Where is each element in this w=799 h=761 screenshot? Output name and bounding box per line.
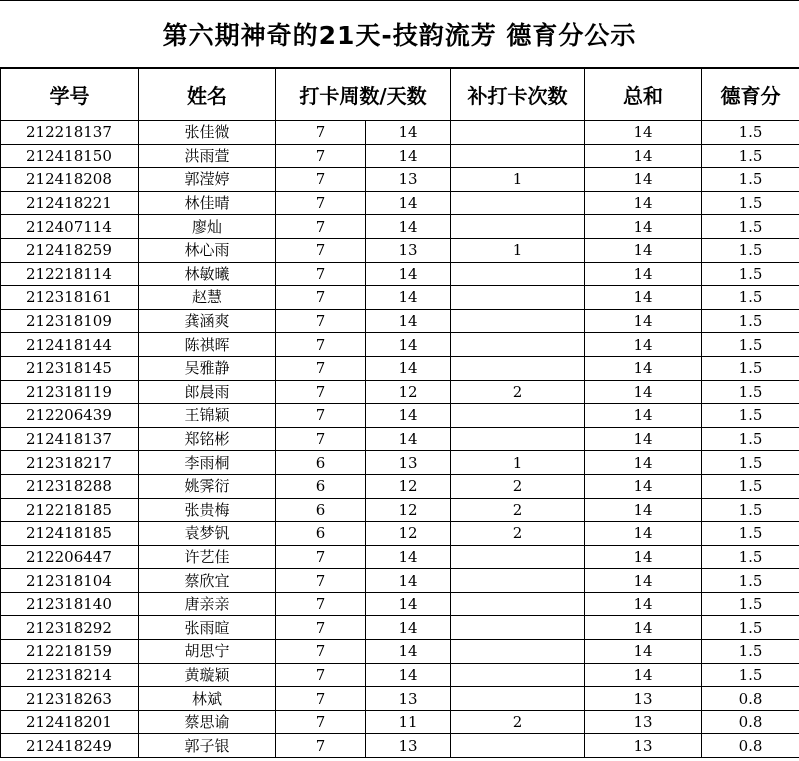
- cell-weeks[interactable]: 7: [276, 545, 366, 569]
- cell-name[interactable]: 张雨暄: [139, 616, 276, 640]
- cell-score[interactable]: 1.5: [702, 356, 799, 380]
- cell-score[interactable]: 1.5: [702, 427, 799, 451]
- cell-name[interactable]: 吴雅静: [139, 356, 276, 380]
- cell-makeup[interactable]: 1: [451, 238, 585, 262]
- cell-weeks[interactable]: 7: [276, 356, 366, 380]
- cell-makeup[interactable]: 2: [451, 710, 585, 734]
- cell-total[interactable]: 14: [585, 215, 702, 239]
- cell-score[interactable]: 1.5: [702, 640, 799, 664]
- cell-days[interactable]: 13: [366, 168, 451, 192]
- cell-days[interactable]: 12: [366, 474, 451, 498]
- cell-days[interactable]: 14: [366, 333, 451, 357]
- table-row: [1, 215, 799, 239]
- table-row: [1, 663, 799, 687]
- cell-student-id[interactable]: 212218137: [1, 121, 139, 145]
- cell-student-id[interactable]: 212318161: [1, 286, 139, 310]
- cell-weeks[interactable]: 7: [276, 309, 366, 333]
- cell-makeup[interactable]: [451, 663, 585, 687]
- cell-score[interactable]: 1.5: [702, 144, 799, 168]
- cell-student-id[interactable]: 212318119: [1, 380, 139, 404]
- header-score[interactable]: 德育分: [702, 69, 799, 121]
- cell-total[interactable]: 14: [585, 238, 702, 262]
- cell-score[interactable]: 0.8: [702, 710, 799, 734]
- cell-makeup[interactable]: [451, 356, 585, 380]
- cell-days[interactable]: 14: [366, 616, 451, 640]
- cell-days[interactable]: 14: [366, 309, 451, 333]
- cell-student-id[interactable]: 212418150: [1, 144, 139, 168]
- cell-makeup[interactable]: [451, 569, 585, 593]
- cell-total[interactable]: 13: [585, 710, 702, 734]
- cell-total[interactable]: 14: [585, 474, 702, 498]
- cell-student-id[interactable]: 212218185: [1, 498, 139, 522]
- header-row: [1, 69, 799, 121]
- header-total[interactable]: 总和: [585, 69, 702, 121]
- cell-days[interactable]: 14: [366, 569, 451, 593]
- cell-student-id[interactable]: 212418137: [1, 427, 139, 451]
- cell-days[interactable]: 14: [366, 215, 451, 239]
- cell-total[interactable]: 13: [585, 734, 702, 758]
- cell-student-id[interactable]: 212418185: [1, 522, 139, 546]
- cell-name[interactable]: 郑铭彬: [139, 427, 276, 451]
- cell-weeks[interactable]: 7: [276, 168, 366, 192]
- cell-name[interactable]: 龚涵爽: [139, 309, 276, 333]
- table-row: [1, 569, 799, 593]
- cell-student-id[interactable]: 212318288: [1, 474, 139, 498]
- cell-days[interactable]: 14: [366, 191, 451, 215]
- cell-name[interactable]: 林斌: [139, 687, 276, 711]
- cell-makeup[interactable]: [451, 262, 585, 286]
- cell-total[interactable]: 14: [585, 333, 702, 357]
- cell-weeks[interactable]: 7: [276, 592, 366, 616]
- cell-total[interactable]: 14: [585, 121, 702, 145]
- cell-total[interactable]: 14: [585, 168, 702, 192]
- cell-makeup[interactable]: [451, 427, 585, 451]
- cell-days[interactable]: 12: [366, 498, 451, 522]
- cell-days[interactable]: 14: [366, 262, 451, 286]
- cell-score[interactable]: 1.5: [702, 663, 799, 687]
- cell-days[interactable]: 13: [366, 687, 451, 711]
- cell-name[interactable]: 郎晨雨: [139, 380, 276, 404]
- cell-makeup[interactable]: 1: [451, 451, 585, 475]
- cell-weeks[interactable]: 7: [276, 380, 366, 404]
- cell-student-id[interactable]: 212318217: [1, 451, 139, 475]
- cell-makeup[interactable]: [451, 640, 585, 664]
- cell-makeup[interactable]: 2: [451, 522, 585, 546]
- cell-days[interactable]: 14: [366, 640, 451, 664]
- cell-total[interactable]: 14: [585, 545, 702, 569]
- cell-makeup[interactable]: [451, 333, 585, 357]
- cell-weeks[interactable]: 7: [276, 616, 366, 640]
- cell-makeup[interactable]: [451, 734, 585, 758]
- cell-student-id[interactable]: 212318263: [1, 687, 139, 711]
- cell-total[interactable]: 14: [585, 569, 702, 593]
- cell-student-id[interactable]: 212418221: [1, 191, 139, 215]
- cell-total[interactable]: 14: [585, 451, 702, 475]
- cell-total[interactable]: 14: [585, 522, 702, 546]
- cell-student-id[interactable]: 212206447: [1, 545, 139, 569]
- cell-total[interactable]: 14: [585, 144, 702, 168]
- table-row: [1, 474, 799, 498]
- cell-weeks[interactable]: 7: [276, 262, 366, 286]
- cell-weeks[interactable]: 7: [276, 238, 366, 262]
- cell-student-id[interactable]: 212218114: [1, 262, 139, 286]
- table-row: [1, 144, 799, 168]
- cell-makeup[interactable]: [451, 545, 585, 569]
- cell-score[interactable]: 1.5: [702, 191, 799, 215]
- table-row: [1, 734, 799, 758]
- table-row: [1, 309, 799, 333]
- cell-name[interactable]: 王锦颖: [139, 404, 276, 428]
- cell-makeup[interactable]: [451, 404, 585, 428]
- cell-score[interactable]: 1.5: [702, 286, 799, 310]
- header-student-id[interactable]: 学号: [1, 69, 139, 121]
- cell-total[interactable]: 14: [585, 191, 702, 215]
- cell-name[interactable]: 姚霁衍: [139, 474, 276, 498]
- table-row: [1, 356, 799, 380]
- header-name[interactable]: 姓名: [139, 69, 276, 121]
- cell-name[interactable]: 张贵梅: [139, 498, 276, 522]
- cell-score[interactable]: 1.5: [702, 333, 799, 357]
- cell-weeks[interactable]: 6: [276, 451, 366, 475]
- cell-makeup[interactable]: [451, 144, 585, 168]
- table-row: [1, 640, 799, 664]
- score-table: [0, 68, 799, 758]
- cell-name[interactable]: 林心雨: [139, 238, 276, 262]
- cell-makeup[interactable]: [451, 215, 585, 239]
- cell-makeup[interactable]: 2: [451, 380, 585, 404]
- cell-score[interactable]: 1.5: [702, 380, 799, 404]
- cell-score[interactable]: 1.5: [702, 522, 799, 546]
- cell-days[interactable]: 13: [366, 238, 451, 262]
- cell-weeks[interactable]: 7: [276, 687, 366, 711]
- cell-score[interactable]: 1.5: [702, 238, 799, 262]
- cell-days[interactable]: 12: [366, 380, 451, 404]
- cell-days[interactable]: 14: [366, 286, 451, 310]
- cell-makeup[interactable]: [451, 687, 585, 711]
- cell-total[interactable]: 14: [585, 286, 702, 310]
- cell-total[interactable]: 13: [585, 687, 702, 711]
- table-row: [1, 710, 799, 734]
- table-row: [1, 333, 799, 357]
- cell-weeks[interactable]: 7: [276, 663, 366, 687]
- cell-name[interactable]: 张佳微: [139, 121, 276, 145]
- cell-weeks[interactable]: 7: [276, 404, 366, 428]
- cell-makeup[interactable]: 2: [451, 498, 585, 522]
- cell-weeks[interactable]: 7: [276, 710, 366, 734]
- cell-student-id[interactable]: 212206439: [1, 404, 139, 428]
- cell-total[interactable]: 14: [585, 640, 702, 664]
- cell-days[interactable]: 13: [366, 451, 451, 475]
- cell-student-id[interactable]: 212218159: [1, 640, 139, 664]
- table-row: [1, 168, 799, 192]
- cell-score[interactable]: 1.5: [702, 168, 799, 192]
- cell-score[interactable]: 1.5: [702, 569, 799, 593]
- cell-student-id[interactable]: 212318109: [1, 309, 139, 333]
- cell-days[interactable]: 14: [366, 545, 451, 569]
- cell-name[interactable]: 赵慧: [139, 286, 276, 310]
- table-row: [1, 498, 799, 522]
- table-row: [1, 262, 799, 286]
- cell-days[interactable]: 14: [366, 663, 451, 687]
- table-row: [1, 545, 799, 569]
- table-row: [1, 687, 799, 711]
- cell-student-id[interactable]: 212418208: [1, 168, 139, 192]
- cell-weeks[interactable]: 7: [276, 427, 366, 451]
- cell-name[interactable]: 郭子银: [139, 734, 276, 758]
- table-row: [1, 522, 799, 546]
- cell-name[interactable]: 林佳晴: [139, 191, 276, 215]
- header-weeks-days[interactable]: 打卡周数/天数: [276, 69, 451, 121]
- cell-score[interactable]: 1.5: [702, 262, 799, 286]
- cell-total[interactable]: 14: [585, 309, 702, 333]
- cell-student-id[interactable]: 212318140: [1, 592, 139, 616]
- table-row: [1, 238, 799, 262]
- cell-total[interactable]: 14: [585, 498, 702, 522]
- cell-score[interactable]: 1.5: [702, 309, 799, 333]
- cell-weeks[interactable]: 7: [276, 191, 366, 215]
- cell-total[interactable]: 14: [585, 427, 702, 451]
- table-row: [1, 592, 799, 616]
- cell-weeks[interactable]: 7: [276, 569, 366, 593]
- cell-total[interactable]: 14: [585, 404, 702, 428]
- cell-weeks[interactable]: 7: [276, 640, 366, 664]
- cell-student-id[interactable]: 212318214: [1, 663, 139, 687]
- cell-student-id[interactable]: 212418144: [1, 333, 139, 357]
- cell-weeks[interactable]: 7: [276, 734, 366, 758]
- cell-score[interactable]: 1.5: [702, 616, 799, 640]
- cell-days[interactable]: 13: [366, 734, 451, 758]
- table-row: [1, 191, 799, 215]
- table-row: [1, 121, 799, 145]
- cell-days[interactable]: 14: [366, 356, 451, 380]
- cell-days[interactable]: 14: [366, 121, 451, 145]
- cell-score[interactable]: 1.5: [702, 474, 799, 498]
- cell-total[interactable]: 14: [585, 663, 702, 687]
- cell-student-id[interactable]: 212418259: [1, 238, 139, 262]
- cell-student-id[interactable]: 212418201: [1, 710, 139, 734]
- cell-weeks[interactable]: 6: [276, 474, 366, 498]
- cell-name[interactable]: 许艺佳: [139, 545, 276, 569]
- cell-total[interactable]: 14: [585, 616, 702, 640]
- cell-makeup[interactable]: [451, 309, 585, 333]
- cell-days[interactable]: 11: [366, 710, 451, 734]
- cell-student-id[interactable]: 212318145: [1, 356, 139, 380]
- cell-score[interactable]: 1.5: [702, 404, 799, 428]
- cell-total[interactable]: 14: [585, 592, 702, 616]
- cell-name[interactable]: 唐亲亲: [139, 592, 276, 616]
- cell-weeks[interactable]: 7: [276, 215, 366, 239]
- cell-weeks[interactable]: 7: [276, 121, 366, 145]
- cell-days[interactable]: 14: [366, 404, 451, 428]
- cell-score[interactable]: 1.5: [702, 592, 799, 616]
- cell-student-id[interactable]: 212318104: [1, 569, 139, 593]
- table-row: [1, 427, 799, 451]
- cell-makeup[interactable]: [451, 592, 585, 616]
- cell-score[interactable]: 1.5: [702, 498, 799, 522]
- cell-name[interactable]: 袁梦钒: [139, 522, 276, 546]
- cell-weeks[interactable]: 7: [276, 333, 366, 357]
- cell-student-id[interactable]: 212407114: [1, 215, 139, 239]
- table-row: [1, 404, 799, 428]
- cell-name[interactable]: 林敏曦: [139, 262, 276, 286]
- cell-score[interactable]: 1.5: [702, 121, 799, 145]
- cell-makeup[interactable]: [451, 191, 585, 215]
- cell-makeup[interactable]: 1: [451, 168, 585, 192]
- cell-student-id[interactable]: 212418249: [1, 734, 139, 758]
- cell-total[interactable]: 14: [585, 262, 702, 286]
- cell-weeks[interactable]: 7: [276, 286, 366, 310]
- cell-name[interactable]: 胡思宁: [139, 640, 276, 664]
- cell-days[interactable]: 14: [366, 144, 451, 168]
- cell-makeup[interactable]: 2: [451, 474, 585, 498]
- cell-weeks[interactable]: 7: [276, 144, 366, 168]
- cell-total[interactable]: 14: [585, 380, 702, 404]
- cell-name[interactable]: 郭滢婷: [139, 168, 276, 192]
- cell-name[interactable]: 洪雨萱: [139, 144, 276, 168]
- cell-days[interactable]: 14: [366, 592, 451, 616]
- header-makeup[interactable]: 补打卡次数: [451, 69, 585, 121]
- cell-name[interactable]: 陈祺晖: [139, 333, 276, 357]
- cell-total[interactable]: 14: [585, 356, 702, 380]
- cell-score[interactable]: 1.5: [702, 545, 799, 569]
- cell-weeks[interactable]: 6: [276, 498, 366, 522]
- table-row: [1, 380, 799, 404]
- cell-score[interactable]: 0.8: [702, 734, 799, 758]
- cell-makeup[interactable]: [451, 616, 585, 640]
- cell-name[interactable]: 黄璇颖: [139, 663, 276, 687]
- table-row: [1, 286, 799, 310]
- cell-makeup[interactable]: [451, 121, 585, 145]
- cell-score[interactable]: 1.5: [702, 215, 799, 239]
- cell-name[interactable]: 蔡欣宜: [139, 569, 276, 593]
- cell-days[interactable]: 12: [366, 522, 451, 546]
- cell-days[interactable]: 14: [366, 427, 451, 451]
- cell-score[interactable]: 1.5: [702, 451, 799, 475]
- cell-weeks[interactable]: 6: [276, 522, 366, 546]
- cell-name[interactable]: 蔡思谕: [139, 710, 276, 734]
- cell-name[interactable]: 廖灿: [139, 215, 276, 239]
- cell-name[interactable]: 李雨桐: [139, 451, 276, 475]
- cell-student-id[interactable]: 212318292: [1, 616, 139, 640]
- cell-makeup[interactable]: [451, 286, 585, 310]
- cell-score[interactable]: 0.8: [702, 687, 799, 711]
- table-row: [1, 616, 799, 640]
- table-row: [1, 451, 799, 475]
- sheet-title: 第六期神奇的21天-技韵流芳 德育分公示: [0, 0, 799, 68]
